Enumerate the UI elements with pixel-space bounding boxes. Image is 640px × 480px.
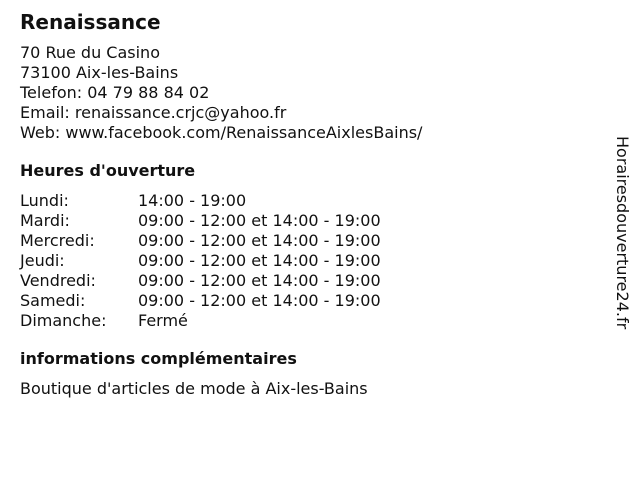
web-line: Web: www.facebook.com/RenaissanceAixlesBains/ xyxy=(20,123,423,142)
hours-row-wednesday xyxy=(20,231,381,251)
day-label: Vendredi: xyxy=(20,271,96,290)
hours-row-sunday xyxy=(20,311,381,331)
time-value: 09:00 - 12:00 et 14:00 - 19:00 xyxy=(138,291,381,310)
email-line: Email: renaissance.crjc@yahoo.fr xyxy=(20,103,287,122)
time-value: 09:00 - 12:00 et 14:00 - 19:00 xyxy=(138,271,381,290)
day-label: Dimanche: xyxy=(20,311,107,330)
time-value: 09:00 - 12:00 et 14:00 - 19:00 xyxy=(138,211,381,230)
business-description: Boutique d'articles de mode à Aix-les-Bains xyxy=(20,379,368,398)
watermark-text: Horairesdouverture24.fr xyxy=(613,136,632,330)
time-value: 14:00 - 19:00 xyxy=(138,191,247,210)
opening-hours-table xyxy=(20,191,381,331)
day-label: Mercredi: xyxy=(20,231,95,250)
day-label: Lundi: xyxy=(20,191,69,210)
day-label: Mardi: xyxy=(20,211,70,230)
hours-row-saturday xyxy=(20,291,381,311)
business-name: Renaissance xyxy=(20,10,161,34)
hours-row-tuesday xyxy=(20,211,381,231)
business-card xyxy=(20,10,600,399)
opening-hours-title: Heures d'ouverture xyxy=(20,161,196,180)
hours-row-friday xyxy=(20,271,381,291)
time-value: Fermé xyxy=(138,311,188,330)
hours-row-thursday xyxy=(20,251,381,271)
additional-info-title: informations complémentaires xyxy=(20,349,297,368)
address-street: 70 Rue du Casino xyxy=(20,43,160,62)
hours-row-monday xyxy=(20,191,381,211)
day-label: Samedi: xyxy=(20,291,86,310)
time-value: 09:00 - 12:00 et 14:00 - 19:00 xyxy=(138,251,381,270)
phone-line: Telefon: 04 79 88 84 02 xyxy=(20,83,210,102)
day-label: Jeudi: xyxy=(20,251,65,270)
address-city: 73100 Aix-les-Bains xyxy=(20,63,179,82)
time-value: 09:00 - 12:00 et 14:00 - 19:00 xyxy=(138,231,381,250)
